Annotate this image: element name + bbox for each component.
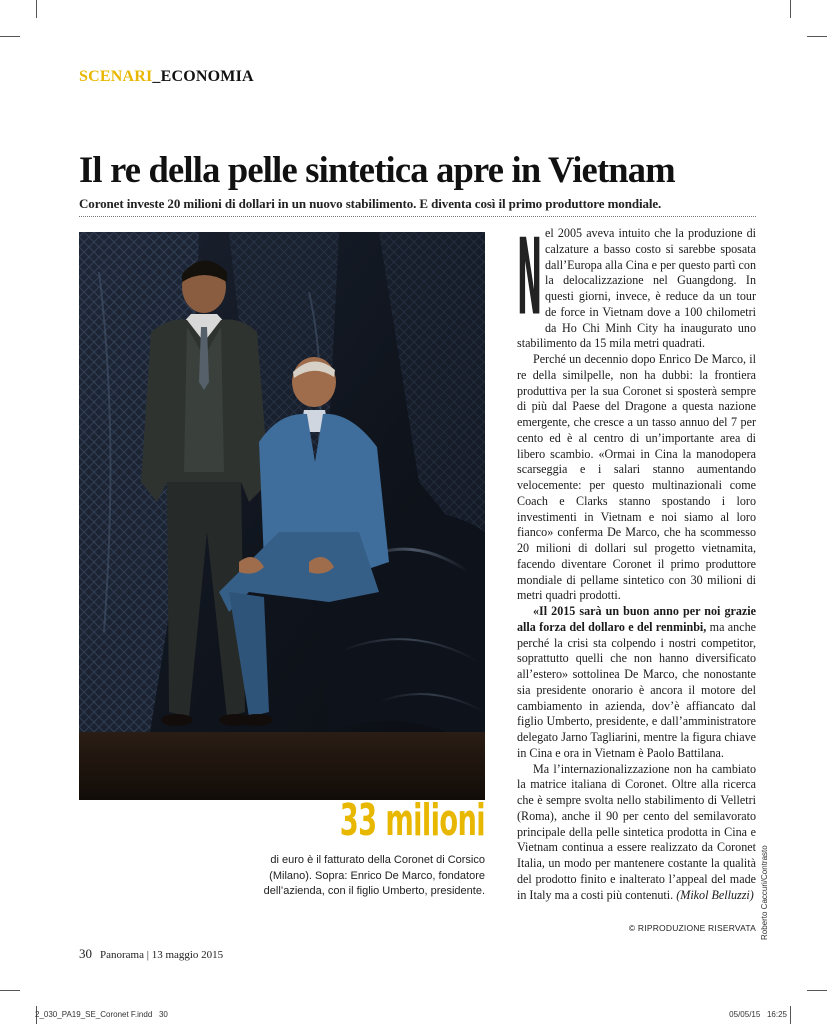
photo-credit: Roberto Caccuri/Contrasto bbox=[760, 845, 769, 940]
article-paragraph: Ma l’internazionalizzazione non ha cambiato la matrice italiana di Coronet. Oltre alla ricerca che è sempre svolta nello stabilimento di Velletri (Roma), anche il 90 per cento del semilavorato principale della pelle sintetica prodotta in Cina e Vietnam continua a essere realizzato da Coronet Italia, un modo per mantenere costante la qualità del prodotto finito e inalterato l’appeal del made in Italy ma a costi più contenuti. (Mikol Belluzzi) bbox=[517, 761, 756, 902]
article-paragraph: N el 2005 aveva intuito che la produzione di calzature a basso costo si sarebbe sposata dall’Europa alla Cina e per questo partì con la delocalizzazione nel Guangdong. In questi giorni, invece, è reduce da un tour de force in Vietnam dove a 100 chilometri da Ho Chi Minh City ha inaugurato uno stabilimento da 15 mila metri quadrati. bbox=[517, 217, 756, 351]
print-slug-file: 2_030_PA19_SE_Coronet F.indd 30 bbox=[35, 1010, 168, 1019]
article-subheadline: Coronet investe 20 milioni di dollari in un nuovo stabilimento. E diventa così il primo produttore mondiale. bbox=[79, 196, 662, 211]
article-quote-bold: «Il 2015 sarà un buon anno per noi grazie alla forza del dollaro e del renminbi, bbox=[517, 604, 756, 634]
article-paragraph: «Il 2015 sarà un buon anno per noi grazie alla forza del dollaro e del renminbi, ma anche perché la crisi sta colpendo i nostri competitor, soprattutto quelli che non hanno diversificato all’estero» sottolinea De Marco, che nonostante sia presidente onorario è ancora il motore del cambiamento in azienda, dov’è affiancato dal figlio Umberto, presidente, e dall’amministratore delegato Jarno Tagliarini, mentre la figura chiave in Cina e ora in Vietnam è Paolo Battilana. bbox=[517, 604, 756, 760]
crop-mark bbox=[807, 990, 827, 991]
dropcap: N bbox=[517, 217, 543, 340]
crop-mark bbox=[0, 36, 20, 37]
article-photo bbox=[79, 232, 485, 800]
page-folio bbox=[79, 946, 223, 962]
rights-notice: © RIPRODUZIONE RISERVATA bbox=[628, 923, 756, 933]
page-number: 30 bbox=[79, 946, 92, 961]
article-paragraph: Perché un decennio dopo Enrico De Marco, il re della similpelle, non ha dubbi: la frontiera produttiva per la sua Coronet si sposterà sempre di più dal Paese del Dragone a questa nazione emergente, che cresce a un tasso annuo del 7 per cento ed è al centro di un’importante area di libero scambio. «Ormai in Cina la manodopera scarseggia e i salari stanno aumentando velocemente: per questo multinazionali come Coach e Clarks stanno spostando i loro investimenti in Vietnam e noi siamo al loro fianco» conferma De Marco, che ha scommesso 20 milioni di dollari sul progetto vietnamita, facendo diventare Coronet il primo produttore mondiale di pellame sintetico con 30 milioni di metri quadri prodotti. bbox=[517, 352, 756, 603]
crop-mark bbox=[0, 990, 20, 991]
article-body bbox=[517, 217, 756, 903]
article-author: (Mikol Belluzzi) bbox=[676, 887, 754, 902]
section-separator: _ bbox=[152, 68, 161, 85]
section-label bbox=[79, 68, 254, 86]
section-prefix: SCENARI bbox=[79, 68, 153, 85]
publication-name: Panorama bbox=[100, 949, 144, 961]
photo-caption: di euro è il fatturato della Coronet di Corsico (Milano). Sopra: Enrico De Marco, fondatore dell’azienda, con il figlio Umberto, presidente. bbox=[263, 854, 485, 897]
highlight-figure: 33 milioni bbox=[339, 795, 485, 846]
crop-mark bbox=[790, 0, 791, 18]
crop-mark bbox=[36, 0, 37, 18]
article-headline: Il re della pelle sintetica apre in Vietnam bbox=[79, 149, 675, 190]
print-slug-timestamp: 05/05/15 16:25 bbox=[729, 1010, 787, 1019]
dotted-divider bbox=[79, 216, 756, 217]
section-category: ECONOMIA bbox=[160, 68, 254, 85]
issue-date: 13 maggio 2015 bbox=[151, 949, 224, 961]
crop-mark bbox=[790, 1006, 791, 1024]
crop-mark bbox=[807, 36, 827, 37]
folio-divider: | bbox=[146, 949, 149, 961]
